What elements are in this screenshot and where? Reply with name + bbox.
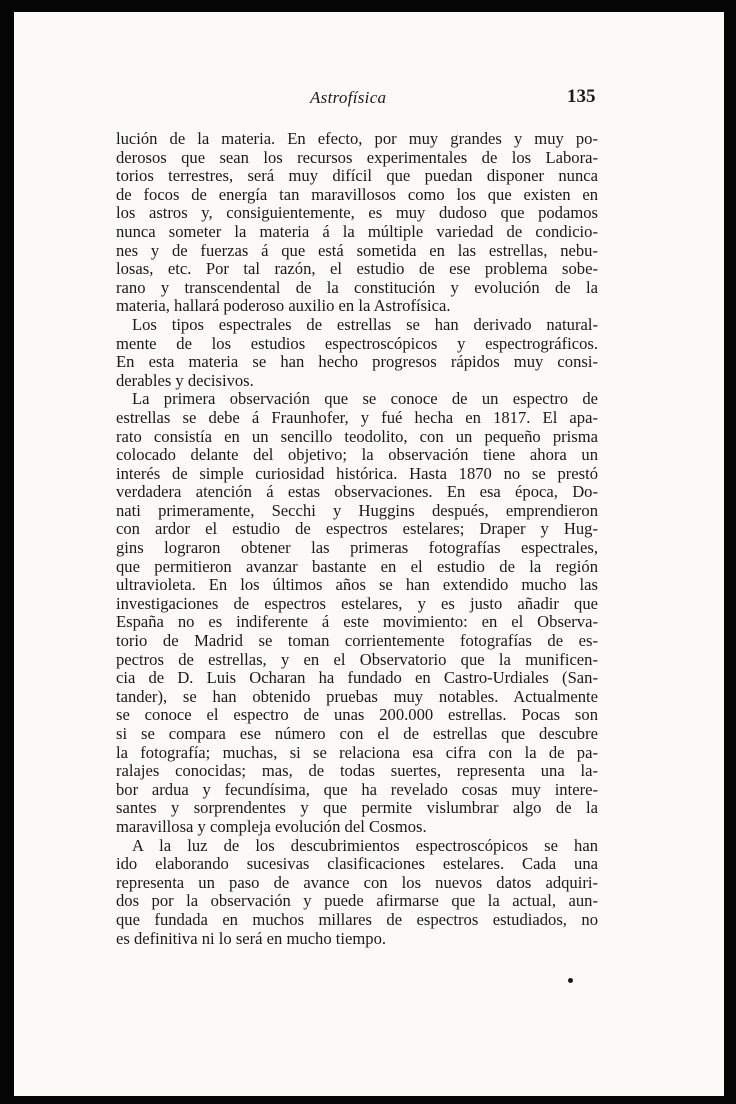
text-line: Los tipos espectrales de estrellas se han derivado natural- [132,314,598,334]
text-line: que fundada en muchos millares de espectros estudiados, no [116,909,598,929]
text-line: nati primeramente, Secchi y Huggins después, emprendieron [116,500,598,520]
text-line: losas, etc. Por tal razón, el estudio de ese problema sobe- [116,259,598,279]
book-page [14,12,724,1096]
text-line: ultravioleta. En los últimos años se han extendido mucho las [116,575,598,595]
text-line: representa un paso de avance con los nuevos datos adquiri- [116,872,598,892]
text-line: derosos que sean los recursos experimentales de los Labora- [116,147,598,167]
text-line: mente de los estudios espectroscópicos y espectrográficos. [116,333,598,353]
scan-border-left [0,0,14,1104]
text-line: verdadera atención á estas observaciones. En esa época, Do- [116,482,598,502]
text-line: rato consistía en un sencillo teodolito, con un pequeño prisma [116,426,598,446]
text-line: ralajes conocidas; mas, de todas suertes, representa una la- [116,761,598,781]
text-line: materia, hallará poderoso auxilio en la Astrofísica. [116,296,451,316]
text-line: santes y sorprendentes y que permite vislumbrar algo de la [116,798,598,818]
scan-border-top [0,0,736,12]
scan-border-bottom [0,1096,736,1104]
text-line: interés de simple curiosidad histórica. Hasta 1870 no se prestó [116,463,598,483]
text-line: colocado delante del objetivo; la observación tiene ahora un [116,445,598,465]
text-line: lución de la materia. En efecto, por muy grandes y muy po- [116,129,598,148]
text-line: dos por la observación y puede afirmarse que la actual, aun- [116,891,598,911]
text-line: de focos de energía tan maravillosos como los que existen en [116,184,598,204]
text-line: ido elaborando sucesivas clasificaciones estelares. Cada una [116,854,598,874]
text-line: que permitieron avanzar bastante en el estudio de la región [116,556,598,576]
text-line: estrellas se debe á Fraunhofer, y fué hecha en 1817. El apa- [116,407,598,427]
text-line: torio de Madrid se toman corrientemente fotografías de es- [116,631,598,651]
text-line: pectros de estrellas, y en el Observatorio que la munificen- [116,649,598,669]
text-line: torios terrestres, será muy difícil que puedan disponer nunca [116,166,598,186]
text-line: es definitiva ni lo será en mucho tiempo. [116,928,387,948]
body-text [116,130,598,948]
text-line: investigaciones de espectros estelares, y es justo añadir que [116,593,598,613]
text-line: derables y decisivos. [116,370,254,390]
text-line: maravillosa y compleja evolución del Cosmos. [116,816,427,836]
text-line: La primera observación que se conoce de un espectro de [132,389,598,409]
text-line: la fotografía; muchas, si se relaciona esa cifra con la de pa- [116,742,598,762]
running-title: Astrofísica [310,88,387,107]
text-line: bor ardua y fecundísima, que ha revelado cosas muy intere- [116,779,598,799]
text-line: España no es indiferente á este movimiento: en el Observa- [116,612,598,632]
scan-border-right [724,0,736,1104]
text-line: los astros y, consiguientemente, es muy dudoso que podamos [116,203,598,223]
text-line: rano y transcendental de la constitución y evolución de la [116,277,598,297]
running-head [14,88,724,114]
text-line: A la luz de los descubrimientos espectroscópicos se han [132,835,598,855]
ink-dot [568,978,573,983]
text-line: con ardor el estudio de espectros estelares; Draper y Hug- [116,519,598,539]
text-line: En esta materia se han hecho progresos rápidos muy consi- [116,352,598,372]
text-line: cia de D. Luis Ocharan ha fundado en Castro-Urdiales (San- [116,668,598,688]
text-line: si se compara ese número con el de estrellas que descubre [116,724,598,743]
text-line: nunca someter la materia á la múltiple variedad de condicio- [116,221,598,241]
text-line: gins lograron obtener las primeras fotografías espectrales, [116,538,598,558]
text-line: se conoce el espectro de unas 200.000 estrellas. Pocas son [116,705,598,725]
text-line: tander), se han obtenido pruebas muy notables. Actualmente [116,686,598,706]
text-line: nes y de fuerzas á que está sometida en las estrellas, nebu- [116,240,598,260]
page-number: 135 [567,86,596,107]
